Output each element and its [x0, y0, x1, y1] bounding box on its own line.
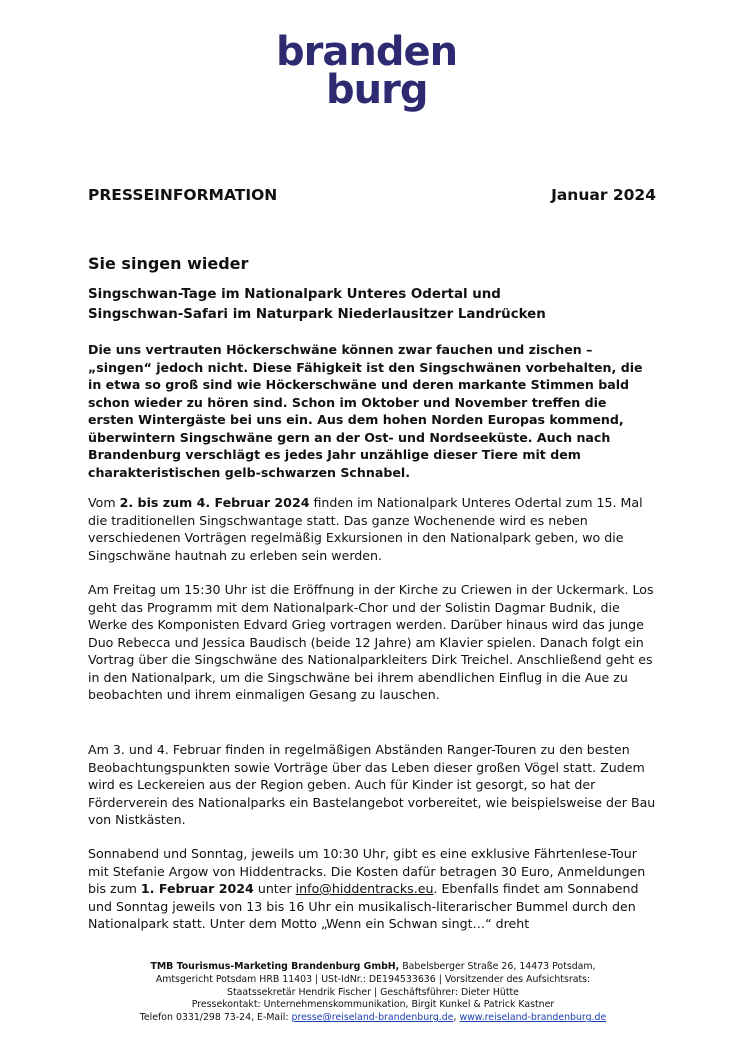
- p1-date-range: 2. bis zum 4. Februar 2024: [119, 495, 310, 510]
- hiddentracks-email-link[interactable]: info@hiddentracks.eu: [295, 881, 434, 896]
- footer-line-5: [60, 1012, 686, 1025]
- p1-text-c: finden im Nationalpark Unteres Odertal zum 15. Mal die traditionellen Singschwantage statt. Das ganze Wochenende wird es neben verschiedenen Vorträgen regelmäßig Exkursionen in den Nationalpark geben, wo die Singschwäne hautnah zu erleben sein werden.: [88, 495, 643, 563]
- paragraph-3: Am 3. und 4. Februar finden in regelmäßigen Abständen Ranger-Touren zu den besten Beobachtungspunkten sowie Vorträge über das Leben dieser großen Vögel statt. Zudem wird es Leckereien aus der Region geben. Auch für Kinder ist gesorgt, so hat der Förderverein des Nationalparks ein Bastelangebot vorbereitet, wie beispielsweise der Bau von Nistkästen.: [88, 742, 656, 827]
- paragraph-2: Am Freitag um 15:30 Uhr ist die Eröffnung in der Kirche zu Criewen in der Uckermark. Los geht das Programm mit dem Nationalpark-Chor und der Solistin Dagmar Budnik, die Werke des Komponisten Edvard Grieg vortragen werden. Darüber hinaus wird das junge Duo Rebecca und Jessica Baudisch (beide 12 Jahre) am Klavier spielen. Danach folgt ein Vortrag über die Singschwäne des Nationalparkleiters Dirk Treichel. Anschließend geht es in den Nationalpark, um die Singschwäne bei ihrem abendlichen Einflug in die Aue zu beobachten und ihrem einmaligen Gesang zu lauschen.: [88, 582, 654, 702]
- footer-line-2: Amtsgericht Potsdam HRB 11403 | USt-IdNr.: DE194533636 | Vorsitzender des Aufsichtsrats:: [155, 973, 591, 985]
- p4-text-a: Sonnabend und Sonntag, jeweils um 10:30 Uhr, gibt es eine exklusive Fährtenlese-Tour mit Stefanie Argow von Hiddentracks. Die Kosten dafür betragen 30 Euro, Anmeldungen bis zum: [88, 846, 646, 896]
- paragraph-4: [88, 845, 656, 933]
- press-email-link[interactable]: presse@reiseland-brandenburg.de: [291, 1012, 454, 1024]
- footer-separator: ,: [453, 1012, 460, 1024]
- subtitle-line-2: Singschwan-Safari im Naturpark Niederlausitzer Landrücken: [88, 307, 546, 322]
- subtitle: [88, 285, 668, 325]
- subtitle-line-1: Singschwan-Tage im Nationalpark Unteres Odertal und: [88, 287, 501, 302]
- p4-text-d: . Ebenfalls findet am Sonnabend und Sonntag jeweils von 13 bis 16 Uhr ein musikalisch-literarischer Bummel durch den Nationalpark statt. Unter dem Motto „Wenn ein Schwan singt…“ dreht: [88, 881, 639, 931]
- p4-deadline: 1. Februar 2024: [140, 881, 254, 896]
- footer-line-4: Pressekontakt: Unternehmenskommunikation, Birgit Kunkel & Patrick Kastner: [191, 999, 555, 1011]
- footer-company: TMB Tourismus-Marketing Brandenburg GmbH,: [150, 961, 400, 972]
- document-label: PRESSEINFORMATION: [88, 186, 278, 204]
- footer-line-3: Staatssekretär Hendrik Fischer | Geschäftsführer: Dieter Hütte: [227, 986, 519, 998]
- logo-line-1: branden: [276, 29, 458, 75]
- website-link[interactable]: www.reiseland-brandenburg.de: [459, 1012, 607, 1024]
- brandenburg-logo: [276, 29, 466, 113]
- page-title: Sie singen wieder: [88, 254, 249, 273]
- p1-text-a: Vom: [88, 495, 120, 510]
- footer-address: Babelsberger Straße 26, 14473 Potsdam,: [399, 961, 596, 972]
- lead-paragraph: Die uns vertrauten Höckerschwäne können zwar fauchen und zischen – „singen“ jedoch nicht. Diese Fähigkeit ist den Singschwänen vorbehalten, die in etwa so groß sind wie Höckerschwäne und deren markante Stimmen bald schon wieder zu hören sind. Schon im Oktober und November treffen die ersten Wintergäste bei uns ein. Aus dem hohen Norden Europas kommend, überwintern Singschwäne gern an der Ost- und Nordseeküste. Auch nach Brandenburg verschlägt es jedes Jahr unzählige dieser Tiere mit dem charakteristischen gelb-schwarzen Schnabel.: [88, 342, 643, 480]
- footer-phone: Telefon 0331/298 73-24, E-Mail:: [139, 1012, 292, 1024]
- p4-text-c: unter: [253, 881, 296, 896]
- document-date: Januar 2024: [551, 186, 656, 204]
- paragraph-1: [88, 494, 656, 564]
- logo-line-2: burg: [326, 67, 428, 113]
- footer-line-1: [60, 961, 686, 974]
- footer: [60, 961, 686, 1025]
